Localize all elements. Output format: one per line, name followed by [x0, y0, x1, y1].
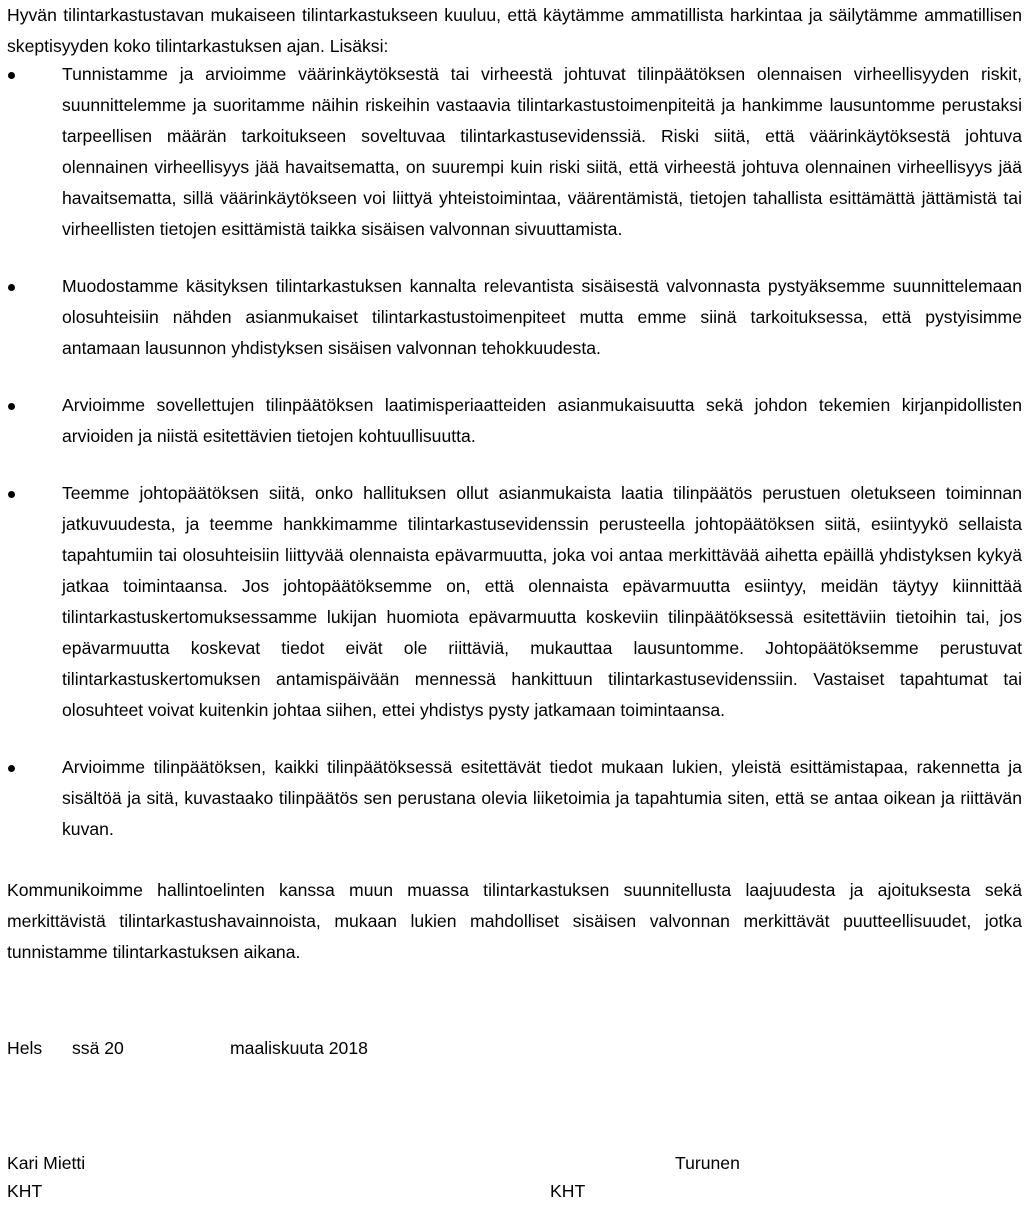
- list-item-text: Muodostamme käsityksen tilintarkastuksen kannalta relevantista sisäisestä valvonnasta pystyäksemme suunnittelemaan olosuhteisiin nähden asianmukaiset tilintarkastustoimenpiteet mutta emme siinä tarkoituksessa, että pystyisimme antamaan lausunnon yhdistyksen sisäisen valvonnan tehokkuudesta.: [62, 276, 1022, 358]
- list-item: [0, 271, 1024, 364]
- list-item-text: Arvioimme sovellettujen tilinpäätöksen laatimisperiaatteiden asianmukaisuutta sekä johdon tekemien kirjanpidollisten arvioiden ja niistä esitettävien tietojen kohtuullisuutta.: [62, 395, 1022, 446]
- signatory-name-1: Kari Mietti: [7, 1153, 86, 1173]
- list-item-text: Arvioimme tilinpäätöksen, kaikki tilinpäätöksessä esitettävät tiedot mukaan lukien, yleistä esittämistapaa, rakennetta ja sisältöä ja sitä, kuvastaako tilinpäätös sen perustana olevia liiketoimia ja tapahtumia siten, että se antaa oikean ja riittävän kuvan.: [62, 757, 1022, 839]
- intro-paragraph: Hyvän tilintarkastustavan mukaiseen tilintarkastukseen kuuluu, että käytämme ammatillista harkintaa ja säilytämme ammatillisen skeptisyyden koko tilintarkastuksen ajan. Lisäksi:: [7, 5, 1022, 56]
- signatory-name-2: Turunen: [675, 1153, 740, 1173]
- list-item: [0, 59, 1024, 245]
- bullet-dot-icon: [8, 765, 15, 772]
- list-item: [0, 390, 1024, 452]
- bullet-dot-icon: [8, 403, 15, 410]
- closing-paragraph: Kommunikoimme hallintoelinten kanssa muun muassa tilintarkastuksen suunnitellusta laajuudesta ja ajoituksesta sekä merkittävistä tilintarkastushavainnoista, mukaan lukien mahdolliset sisäisen valvonnan merkittävät puutteellisuudet, jotka tunnistamme tilintarkastuksen aikana.: [7, 880, 1022, 962]
- bullet-dot-icon: [8, 491, 15, 498]
- list-item: [0, 752, 1024, 845]
- day-fragment: ssä 20: [72, 1038, 124, 1058]
- bullet-dot-icon: [8, 72, 15, 79]
- list-item-text: Tunnistamme ja arvioimme väärinkäytöksestä tai virheestä johtuvat tilinpäätöksen olennaisen virheellisyyden riskit, suunnittelemme ja suoritamme näihin riskeihin vastaavia tilintarkastustoimenpiteitä ja hankimme lausuntomme perustaksi tarpeellisen määrän tarkoitukseen soveltuvaa tilintarkastusevidenssiä. Riski siitä, että väärinkäytöksestä johtuva olennainen virheellisyys jää havaitsematta, on suurempi kuin riski siitä, että virheestä johtuva olennainen virheellisyys jää havaitsematta, sillä väärinkäytökseen voi liittyä yhteistoimintaa, väärentämistä, tietojen tahallista esittämättä jättämistä tai virheellisten tietojen esittämistä taikka sisäisen valvonnan sivuuttamista.: [62, 64, 1022, 239]
- month-year: maaliskuuta 2018: [230, 1038, 368, 1058]
- signatory-title-2: KHT: [550, 1181, 586, 1201]
- procedure-list: [0, 59, 1024, 871]
- list-item-text: Teemme johtopäätöksen siitä, onko hallituksen ollut asianmukaista laatia tilinpäätös perustuen oletukseen toiminnan jatkuvuudesta, ja teemme hankkimamme tilintarkastusevidenssin perusteella johtopäätöksen siitä, esiintyykö sellaista tapahtumiin tai olosuhteisiin liittyvää olennaista epävarmuutta, joka voi antaa merkittävää aihetta epäillä yhdistyksen kykyä jatkaa toimintaansa. Jos johtopäätöksemme on, että olennaista epävarmuutta esiintyy, meidän täytyy kiinnittää tilintarkastuskertomuksessamme lukijan huomiota epävarmuutta koskeviin tilinpäätöksessä esitettäviin tietoihin tai, jos epävarmuutta koskevat tiedot eivät ole riittäviä, mukauttaa lausuntomme. Johtopäätöksemme perustuvat tilintarkastuskertomuksen antamispäivään mennessä hankittuun tilintarkastusevidenssiin. Vastaiset tapahtumat tai olosuhteet voivat kuitenkin johtaa siihen, ettei yhdistys pysty jatkamaan toimintaansa.: [62, 483, 1022, 720]
- bullet-dot-icon: [8, 284, 15, 291]
- list-item: [0, 478, 1024, 726]
- signatory-title-1: KHT: [7, 1181, 43, 1201]
- place-fragment: Hels: [7, 1038, 43, 1058]
